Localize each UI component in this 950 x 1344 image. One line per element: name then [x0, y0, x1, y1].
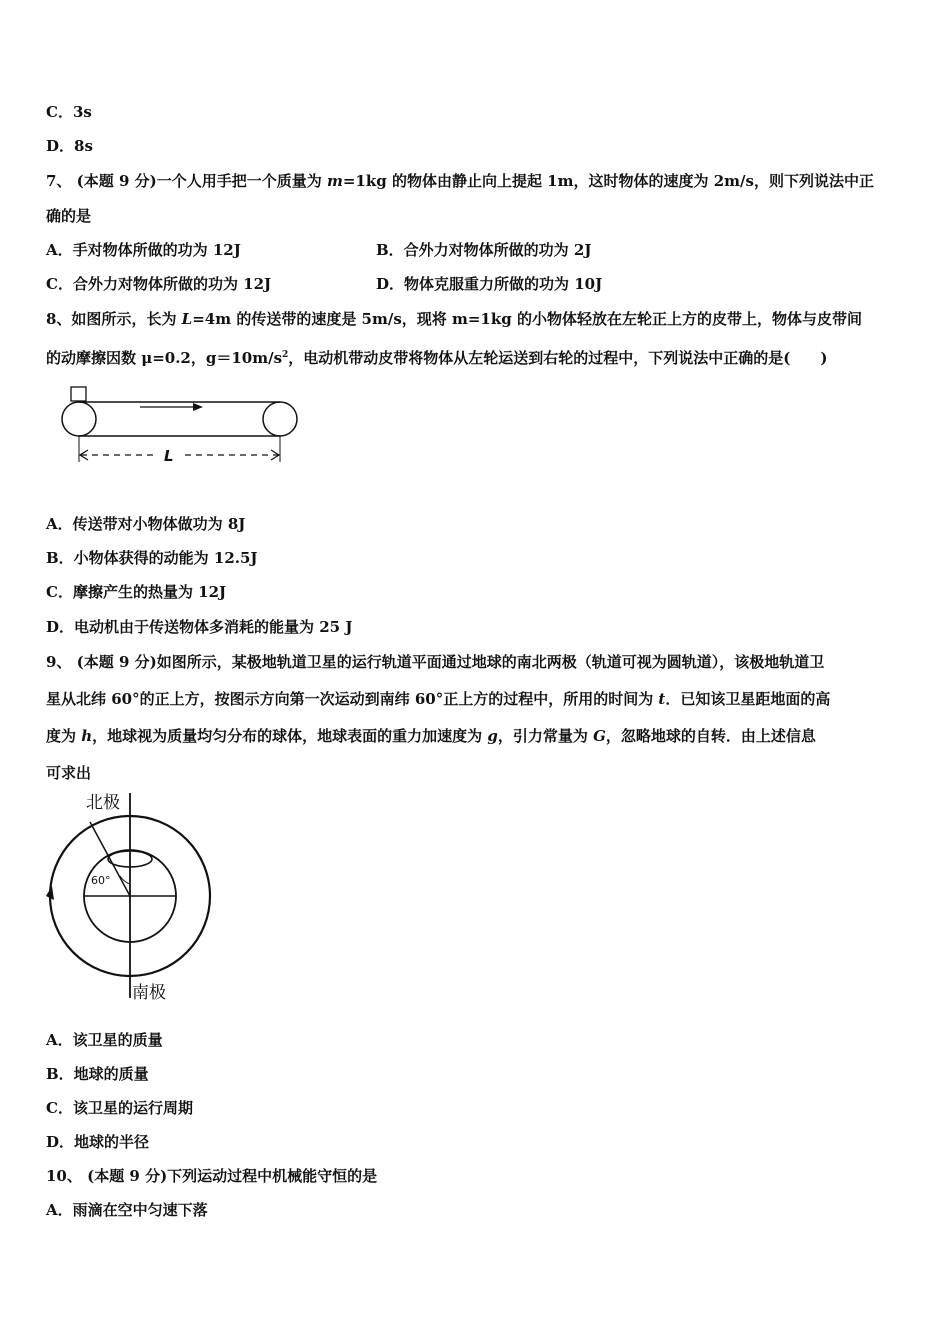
q8-stem-text-d: ，电动机带动皮带将物体从左轮运送到右轮的过程中，下列说法中正确的是( ): [288, 349, 828, 367]
q7-options-row1: [46, 240, 241, 260]
q8-stem-text-a: 8、如图所示，长为: [46, 310, 182, 328]
q7-option-a: A．手对物体所做的功为 12J: [46, 241, 241, 259]
q7-stem-line2: 确的是: [46, 207, 92, 225]
q7-stem-text-a: 7、 (本题 9 分)一个人用手把一个质量为: [46, 172, 327, 190]
q9-stem-line3: [46, 726, 816, 746]
right-wheel: [263, 402, 297, 436]
polar-orbit-figure: [40, 788, 220, 1008]
q8-option-a: A．传送带对小物体做功为 8J: [46, 515, 246, 533]
q8-option-c: C．摩擦产生的热量为 12J: [46, 583, 227, 601]
q7-stem-line1: [46, 171, 874, 191]
q9-var-g: g: [487, 727, 498, 745]
q7-option-c: C．合外力对物体所做的功为 12J: [46, 275, 272, 293]
q8-superscript: 2: [282, 350, 289, 360]
q8-stem-line1: [46, 309, 862, 329]
q9-option-b: B．地球的质量: [46, 1065, 149, 1083]
q9-stem-text-a: 星从北纬 60°的正上方，按图示方向第一次运动到南纬 60°正上方的过程中，所用的时间为: [46, 690, 659, 708]
q9-stem-text-e: ，引力常量为: [497, 727, 594, 745]
q8-stem-line2: [46, 345, 828, 368]
q8-stem-text-b: =4m 的传送带的速度是 5m/s，现将 m=1kg 的小物体轻放在左轮正上方的皮带上，物体与皮带间: [192, 310, 862, 328]
q9-stem-text-d: ，地球视为质量均匀分布的球体，地球表面的重力加速度为: [92, 727, 488, 745]
q9-option-d: D．地球的半径: [46, 1133, 150, 1151]
q9-var-t: t: [658, 690, 666, 708]
q9-stem-line1: 9、 (本题 9 分)如图所示，某极地轨道卫星的运行轨道平面通过地球的南北两极（轨道可视为圆轨道），该极地轨道卫: [46, 653, 825, 671]
q9-stem-line2: [46, 689, 830, 709]
q10-stem-line1: 10、 (本题 9 分)下列运动过程中机械能守恒的是: [46, 1167, 378, 1185]
south-pole-label: 南极: [132, 983, 166, 1003]
q8-option-b: B．小物体获得的动能为 12.5J: [46, 549, 258, 567]
conveyor-belt-figure: [55, 382, 305, 472]
q9-stem-text-c: 度为: [46, 727, 82, 745]
q9-stem-line4: 可求出: [46, 764, 92, 782]
q8-option-d: D．电动机由于传送物体多消耗的能量为 25 J: [46, 618, 353, 636]
q9-option-c: C．该卫星的运行周期: [46, 1099, 193, 1117]
q7-option-d: D．物体克服重力所做的功为 10J: [376, 275, 603, 293]
q7-stem-text-b: =1kg 的物体由静止向上提起 1m，这时物体的速度为 2m/s，则下列说法中正: [342, 172, 874, 190]
q9-var-h: h: [81, 727, 93, 745]
q7-option-b: B．合外力对物体所做的功为 2J: [376, 241, 592, 259]
q6-option-c: C．3s: [46, 103, 92, 121]
north-pole-label: 北极: [86, 793, 120, 813]
q8-stem-text-c: 的动摩擦因数 μ=0.2，g＝10m/s: [46, 349, 283, 367]
left-wheel: [62, 402, 96, 436]
q9-stem-text-b: ．已知该卫星距地面的高: [665, 690, 831, 708]
small-block: [71, 387, 86, 401]
q8-var-l: L: [181, 310, 193, 328]
q10-option-a: A．雨滴在空中匀速下落: [46, 1201, 208, 1219]
direction-arrowhead: [193, 403, 203, 411]
q9-stem-text-f: ，忽略地球的自转．由上述信息: [605, 727, 816, 745]
q7-var-m: m: [326, 172, 343, 190]
length-label: L: [164, 447, 174, 465]
angle-label: 60°: [91, 874, 111, 887]
q6-option-d: D．8s: [46, 137, 93, 155]
q9-var-G: G: [593, 727, 606, 745]
q9-option-a: A．该卫星的质量: [46, 1031, 163, 1049]
